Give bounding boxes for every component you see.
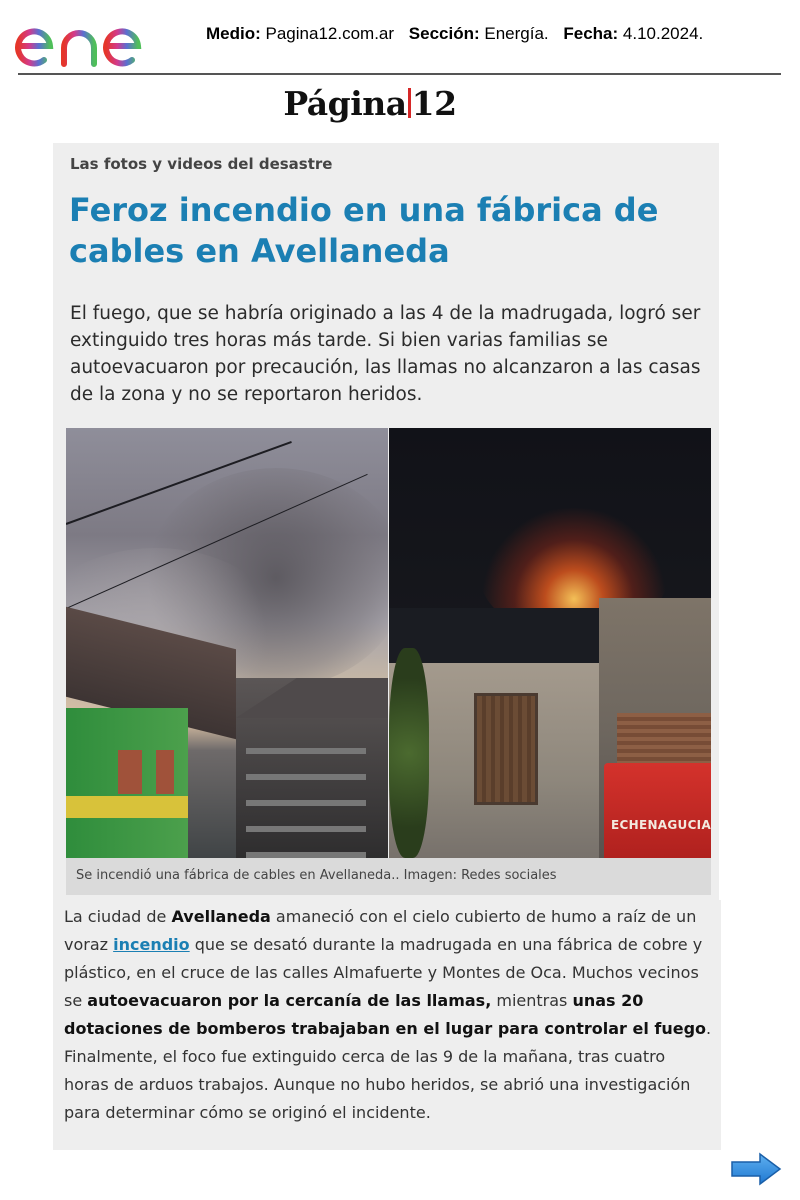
article-kicker: Las fotos y videos del desastre: [70, 155, 333, 173]
shed-door: [156, 750, 174, 794]
body-text-segment: que se desató durante la madrugada en una fábrica de cobre y plástico, en el cruce de las calles Almafuerte y Montes de Oca. Muchos vecinos se: [64, 935, 703, 1010]
body-bold-segment: autoevacuaron por la cercanía de las llamas,: [87, 991, 492, 1010]
rolling-shutter: [617, 713, 711, 768]
body-bold-segment: unas 20 dotaciones de bomberos trabajaban en el lugar para controlar el fuego: [64, 991, 707, 1038]
shed-door: [118, 750, 142, 794]
photo-smoke-scene: [66, 428, 388, 858]
pagina12-masthead: [0, 84, 740, 123]
medio-label: Medio:: [206, 24, 261, 43]
tree: [389, 648, 429, 858]
photo-caption: [66, 858, 711, 895]
article-photo: [66, 428, 711, 858]
fire-truck: [604, 763, 711, 858]
fecha-value: 4.10.2024.: [622, 24, 704, 43]
body-bold-segment: Avellaneda: [171, 907, 271, 926]
photo-caption-text: Se incendió una fábrica de cables en Avellaneda.. Imagen: Redes sociales: [76, 868, 557, 883]
body-text-segment: . Finalmente, el foco fue extinguido cerca de las 9 de la mañana, tras cuatro horas de arduos trabajos. Aunque no hubo heridos, se abrió una investigación para determinar cómo se originó el incidente.: [64, 1019, 712, 1122]
body-text-segment: mientras: [491, 991, 573, 1010]
fecha-label: Fecha:: [563, 24, 619, 43]
body-text-segment: amaneció con el cielo cubierto de humo a raíz de un voraz: [64, 907, 697, 954]
masthead-number: 12: [411, 84, 457, 123]
wooden-gate: [474, 693, 538, 805]
incendio-link[interactable]: incendio: [113, 935, 190, 954]
medio-value: Pagina12.com.ar: [265, 24, 395, 43]
article-lead: El fuego, que se habría originado a las 4 de la madrugada, logró ser extinguido tres horas más tarde. Si bien varias familias se autoevacuaron por precaución, las llamas no alcanzaron a las casas de la zona y no se reportaron heridos.: [70, 303, 701, 405]
body-text-segment: La ciudad de: [64, 907, 172, 926]
shed-stripe: [66, 796, 188, 818]
clipping-meta: [206, 24, 703, 44]
right-arrow-icon[interactable]: [730, 1152, 782, 1186]
article-body: [64, 903, 714, 1127]
masthead-text: Página: [283, 84, 407, 123]
photo-fire-scene: [389, 428, 711, 858]
article-headline: Feroz incendio en una fábrica de cables en Avellaneda: [69, 191, 659, 270]
header-divider: [18, 73, 781, 75]
seccion-label: Sección:: [408, 24, 480, 43]
stairs: [246, 748, 366, 858]
masthead-red-bar: [408, 88, 411, 118]
seccion-value: Energía.: [484, 24, 549, 43]
fire-truck-label: ECHENAGUCIA: [611, 818, 711, 832]
enel-logo: [14, 6, 184, 70]
clipping-header: [0, 0, 800, 76]
